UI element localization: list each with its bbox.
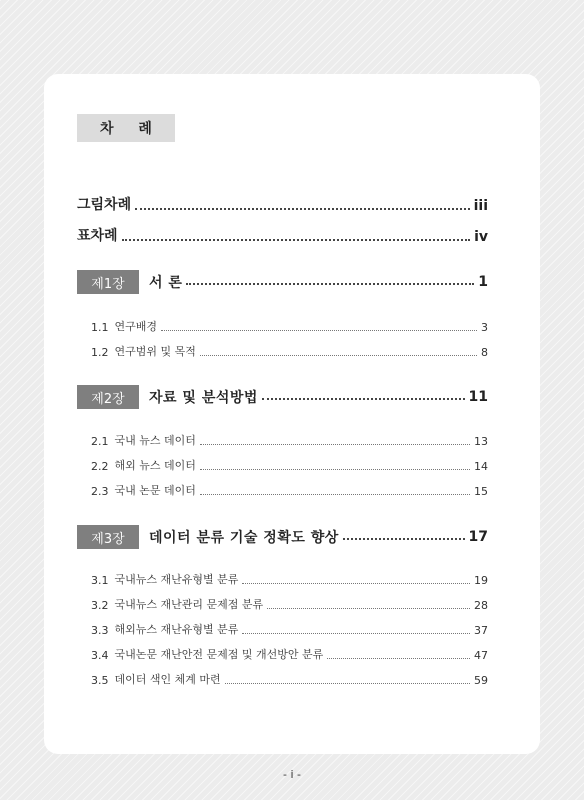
section-title: 데이터 색인 체계 마련 (114, 673, 221, 686)
chapter-badge: 제3장 (77, 525, 139, 549)
section-number: 2.3 (91, 485, 109, 498)
section-page: 3 (481, 321, 488, 334)
entry-page: iii (473, 198, 488, 214)
section-title: 국내논문 재난안전 문제점 및 개선방안 분류 (114, 648, 324, 661)
section-page: 19 (474, 574, 488, 587)
section-title: 연구배경 (114, 320, 158, 333)
toc-title: 차 례 (77, 114, 175, 142)
chapter-page: 1 (478, 274, 488, 290)
section-title: 해외 뉴스 데이터 (114, 459, 196, 472)
section-page: 28 (474, 599, 488, 612)
section-title: 해외뉴스 재난유형별 분류 (114, 623, 239, 636)
toc-section[interactable] (91, 596, 488, 612)
leader-dots (186, 283, 474, 285)
chapter-badge: 제2장 (77, 385, 139, 409)
section-title: 국내 뉴스 데이터 (114, 434, 196, 447)
leader-dots (343, 538, 465, 540)
toc-chapter-1[interactable] (77, 270, 488, 294)
toc-chapter-3[interactable] (77, 525, 488, 549)
leader-dots (225, 683, 470, 684)
section-number: 3.5 (91, 674, 109, 687)
leader-dots (262, 398, 465, 400)
entry-label: 그림차례 (77, 197, 132, 213)
section-page: 47 (474, 649, 488, 662)
section-page: 59 (474, 674, 488, 687)
section-number: 2.1 (91, 435, 109, 448)
leader-dots (267, 608, 470, 609)
chapter-page: 11 (468, 389, 488, 405)
section-title: 국내뉴스 재난유형별 분류 (114, 573, 239, 586)
toc-entry-figures[interactable] (77, 194, 488, 214)
toc-section[interactable] (91, 621, 488, 637)
toc-page (44, 74, 540, 754)
leader-dots (200, 444, 470, 445)
section-page: 13 (474, 435, 488, 448)
leader-dots (161, 330, 477, 331)
toc-section[interactable] (91, 457, 488, 473)
section-number: 3.4 (91, 649, 109, 662)
toc-section[interactable] (91, 318, 488, 334)
chapter-badge: 제1장 (77, 270, 139, 294)
leader-dots (200, 494, 470, 495)
section-page: 15 (474, 485, 488, 498)
section-number: 2.2 (91, 460, 109, 473)
leader-dots (200, 469, 470, 470)
toc-section[interactable] (91, 432, 488, 448)
toc-section[interactable] (91, 482, 488, 498)
chapter-title: 서 론 (149, 275, 183, 291)
toc-section[interactable] (91, 343, 488, 359)
section-number: 3.1 (91, 574, 109, 587)
entry-page: iv (474, 229, 488, 245)
leader-dots (200, 355, 477, 356)
toc-entry-tables[interactable] (77, 225, 488, 245)
section-number: 1.1 (91, 321, 109, 334)
leader-dots (327, 658, 470, 659)
toc-section[interactable] (91, 671, 488, 687)
section-page: 8 (481, 346, 488, 359)
chapter-title: 자료 및 분석방법 (149, 390, 258, 406)
leader-dots (122, 239, 470, 241)
section-number: 1.2 (91, 346, 109, 359)
section-page: 37 (474, 624, 488, 637)
section-number: 3.2 (91, 599, 109, 612)
section-number: 3.3 (91, 624, 109, 637)
chapter-page: 17 (468, 529, 488, 545)
entry-label: 표차례 (77, 228, 118, 244)
leader-dots (242, 583, 470, 584)
page-number: - i - (283, 768, 301, 781)
section-title: 국내뉴스 재난관리 문제점 분류 (114, 598, 264, 611)
section-title: 연구범위 및 목적 (114, 345, 196, 358)
toc-section[interactable] (91, 571, 488, 587)
section-title: 국내 논문 데이터 (114, 484, 196, 497)
toc-chapter-2[interactable] (77, 385, 488, 409)
chapter-title: 데이터 분류 기술 정확도 향상 (149, 530, 339, 546)
toc-section[interactable] (91, 646, 488, 662)
leader-dots (242, 633, 470, 634)
leader-dots (135, 208, 469, 210)
section-page: 14 (474, 460, 488, 473)
